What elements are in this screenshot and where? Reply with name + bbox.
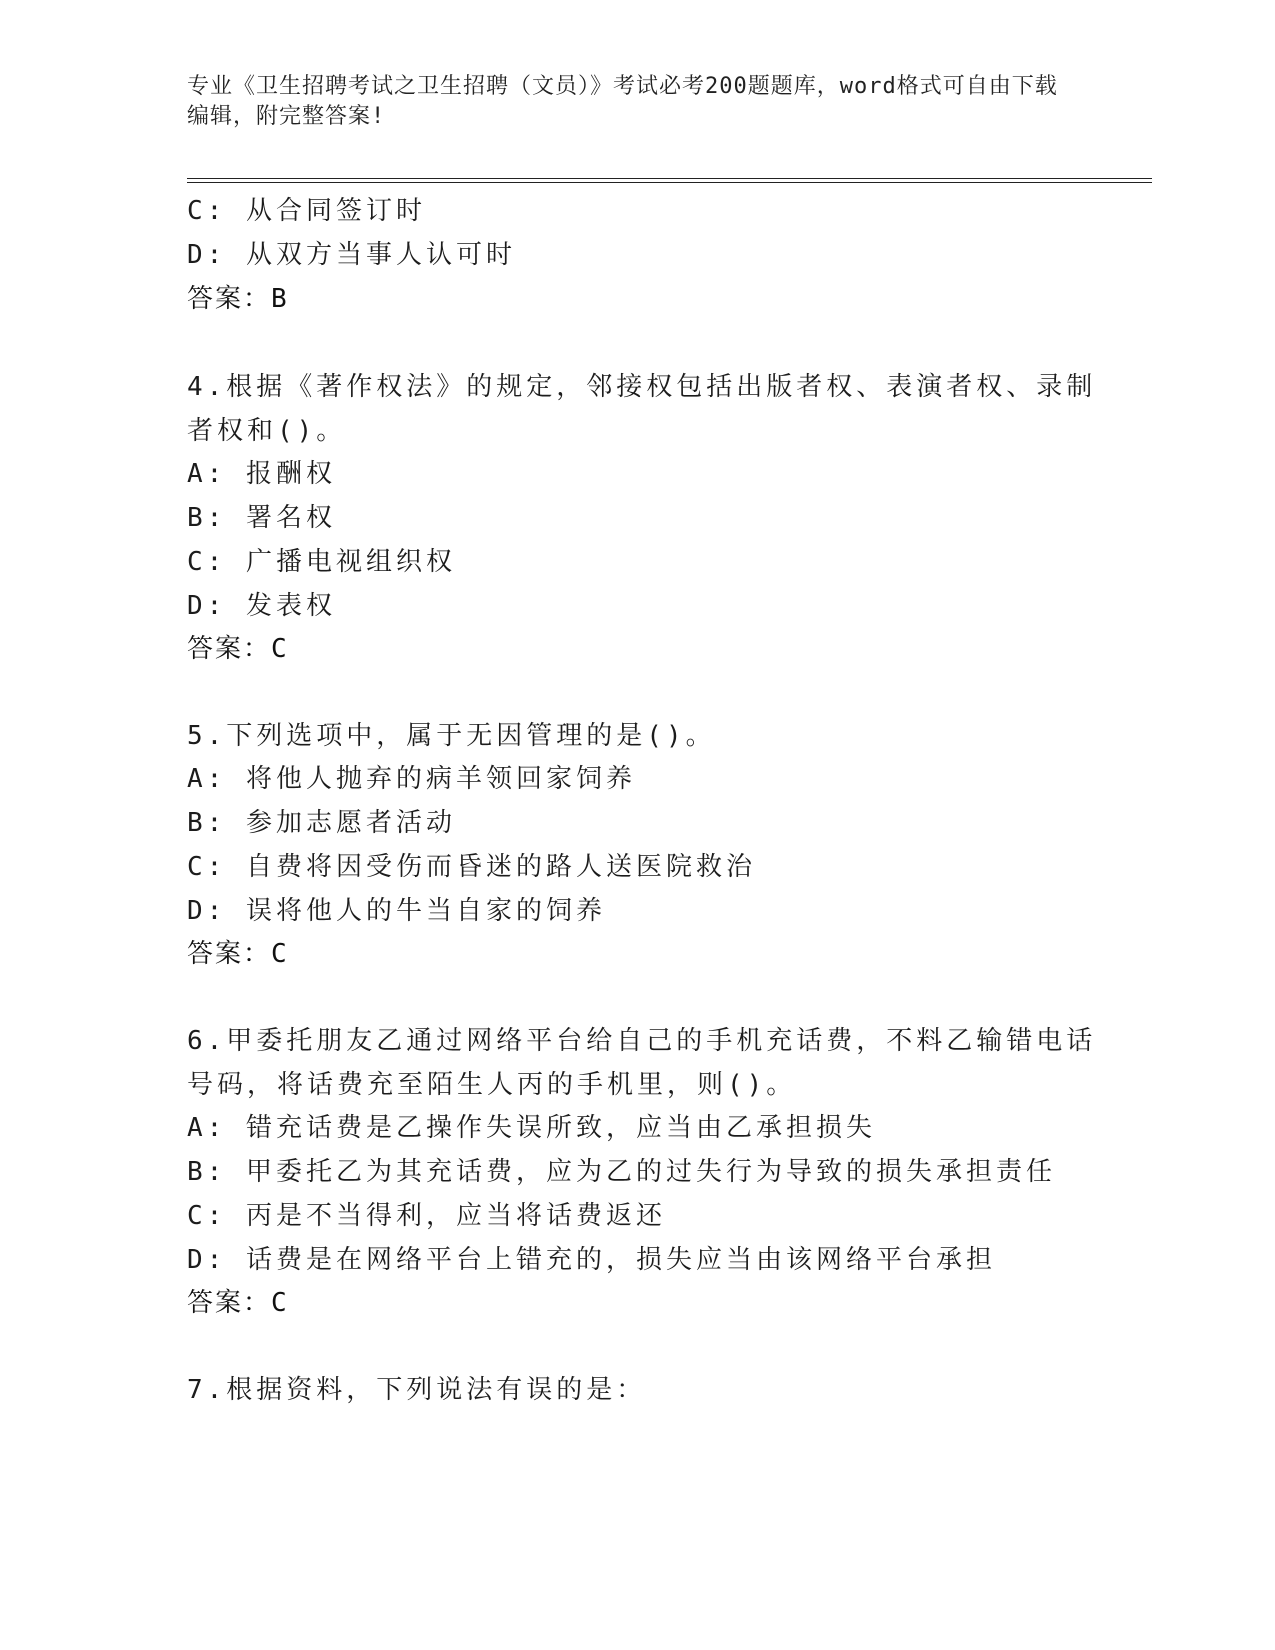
q4-stem-line1: 4.根据《著作权法》的规定，邻接权包括出版者权、表演者权、录制 — [187, 372, 1097, 402]
answer-value: C — [271, 1288, 287, 1318]
q6-stem-line1: 6.甲委托朋友乙通过网络平台给自己的手机充话费，不料乙输错电话 — [187, 1026, 1097, 1056]
q4-option-b: B: 署名权 — [187, 503, 336, 533]
header-rule-bottom — [187, 182, 1152, 183]
q4-answer — [187, 628, 287, 665]
q4-stem-line2: 者权和()。 — [187, 416, 347, 446]
answer-label: 答案： — [187, 939, 272, 969]
q4-option-c: C: 广播电视组织权 — [187, 547, 456, 577]
q3-option-c: C: 从合同签订时 — [187, 196, 426, 226]
q6-option-a: A: 错充话费是乙操作失误所致，应当由乙承担损失 — [187, 1113, 876, 1143]
answer-value: C — [271, 939, 287, 969]
answer-label: 答案： — [187, 634, 272, 664]
answer-label: 答案： — [187, 1288, 272, 1318]
document-header: 专业《卫生招聘考试之卫生招聘（文员）》考试必考200题题库，word格式可自由下载编辑，附完整答案! — [187, 74, 1058, 129]
answer-label: 答案： — [187, 284, 272, 314]
q4-option-a: A: 报酬权 — [187, 459, 336, 489]
q6-option-d: D: 话费是在网络平台上错充的，损失应当由该网络平台承担 — [187, 1245, 996, 1275]
answer-value: C — [271, 634, 287, 664]
q3-option-d: D: 从双方当事人认可时 — [187, 240, 516, 270]
header-rule-top — [187, 178, 1152, 179]
q5-answer — [187, 933, 287, 970]
q3-answer — [187, 278, 287, 315]
q6-answer — [187, 1282, 287, 1319]
q5-option-b: B: 参加志愿者活动 — [187, 808, 456, 838]
q4-option-d: D: 发表权 — [187, 591, 336, 621]
q7-stem-line1: 7.根据资料，下列说法有误的是： — [187, 1375, 647, 1405]
q5-stem-line1: 5.下列选项中，属于无因管理的是()。 — [187, 721, 716, 751]
q5-option-d: D: 误将他人的牛当自家的饲养 — [187, 896, 606, 926]
q6-option-b: B: 甲委托乙为其充话费，应为乙的过失行为导致的损失承担责任 — [187, 1157, 1056, 1187]
answer-value: B — [271, 284, 287, 314]
q5-option-c: C: 自费将因受伤而昏迷的路人送医院救治 — [187, 852, 756, 882]
q6-option-c: C: 丙是不当得利，应当将话费返还 — [187, 1201, 666, 1231]
q5-option-a: A: 将他人抛弃的病羊领回家饲养 — [187, 764, 636, 794]
q6-stem-line2: 号码，将话费充至陌生人丙的手机里，则()。 — [187, 1070, 797, 1100]
